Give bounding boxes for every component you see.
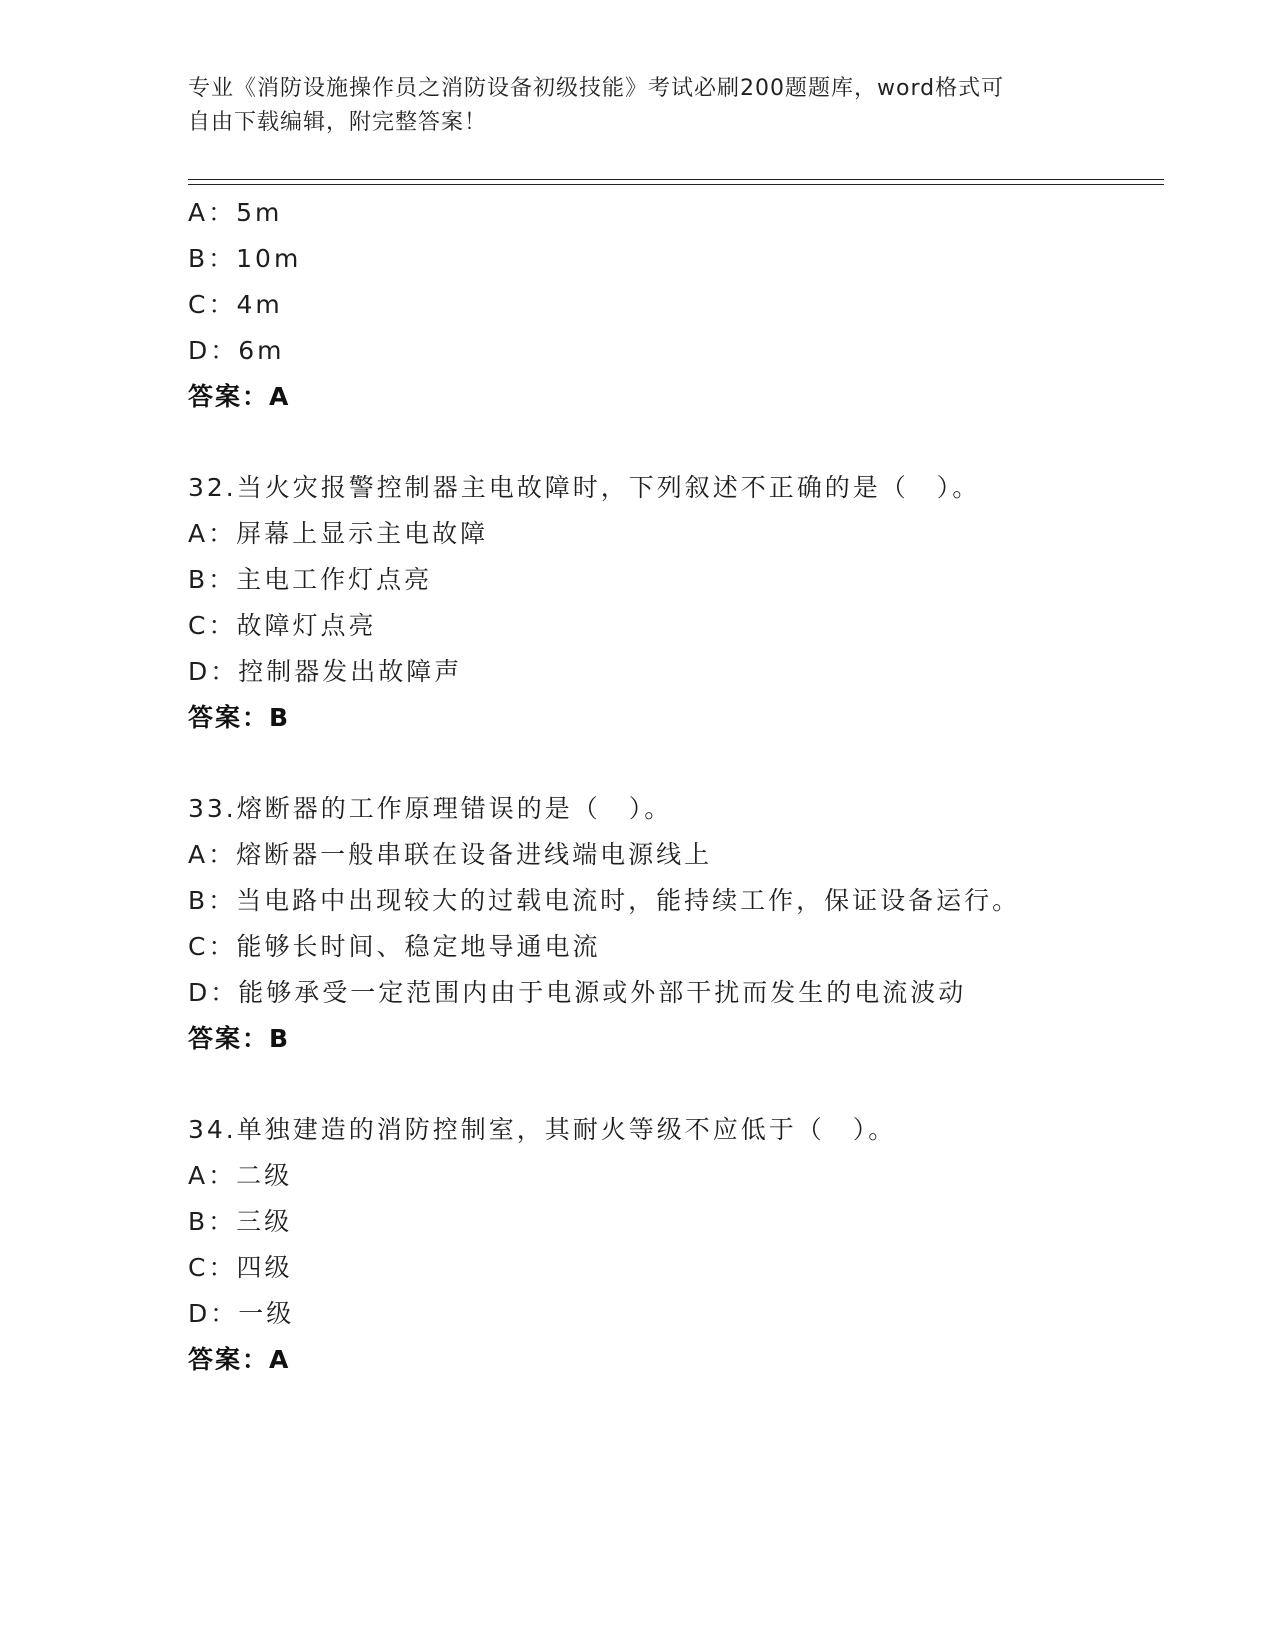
question-32-option-d: D：控制器发出故障声 xyxy=(188,657,463,686)
question-31-option-b: B：10m xyxy=(188,244,302,273)
question-34-option-a: A：二级 xyxy=(188,1161,293,1190)
question-31-block xyxy=(188,190,1168,420)
question-31-option-d: D：6m xyxy=(188,336,285,365)
question-34-option-b: B：三级 xyxy=(188,1207,293,1236)
question-34-text: 34.单独建造的消防控制室，其耐火等级不应低于（ ）。 xyxy=(188,1115,897,1144)
header-divider-bottom xyxy=(188,184,1164,185)
header-divider-top xyxy=(188,179,1164,180)
question-32-text: 32.当火灾报警控制器主电故障时，下列叙述不正确的是（ ）。 xyxy=(188,473,981,502)
question-33-text: 33.熔断器的工作原理错误的是（ ）。 xyxy=(188,794,673,823)
header-line-2: 自由下载编辑，附完整答案！ xyxy=(188,110,488,135)
question-32-answer: 答案：B xyxy=(188,703,291,732)
header-line-1: 专业《消防设施操作员之消防设备初级技能》考试必刷200题题库，word格式可 xyxy=(188,76,1005,101)
question-spacer xyxy=(188,420,1168,465)
question-33-option-c: C：能够长时间、稳定地导通电流 xyxy=(188,932,601,961)
question-31-option-a: A：5m xyxy=(188,198,283,227)
question-list xyxy=(188,190,1168,1383)
question-33-block xyxy=(188,786,1168,1062)
question-34-option-d: D：一级 xyxy=(188,1299,295,1328)
question-32-option-b: B：主电工作灯点亮 xyxy=(188,565,433,594)
question-34-option-c: C：四级 xyxy=(188,1253,293,1282)
question-33-option-b: B：当电路中出现较大的过载电流时，能持续工作，保证设备运行。 xyxy=(188,886,1021,915)
document-header xyxy=(188,72,1068,140)
question-32-option-a: A：屏幕上显示主电故障 xyxy=(188,519,489,548)
question-32-option-c: C：故障灯点亮 xyxy=(188,611,377,640)
question-31-option-c: C：4m xyxy=(188,290,283,319)
question-spacer xyxy=(188,741,1168,786)
question-32-block xyxy=(188,465,1168,741)
question-31-answer: 答案：A xyxy=(188,382,291,411)
question-33-option-a: A：熔断器一般串联在设备进线端电源线上 xyxy=(188,840,713,869)
question-spacer xyxy=(188,1062,1168,1107)
question-33-answer: 答案：B xyxy=(188,1024,291,1053)
question-34-block xyxy=(188,1107,1168,1383)
question-34-answer: 答案：A xyxy=(188,1345,291,1374)
question-33-option-d: D：能够承受一定范围内由于电源或外部干扰而发生的电流波动 xyxy=(188,978,967,1007)
